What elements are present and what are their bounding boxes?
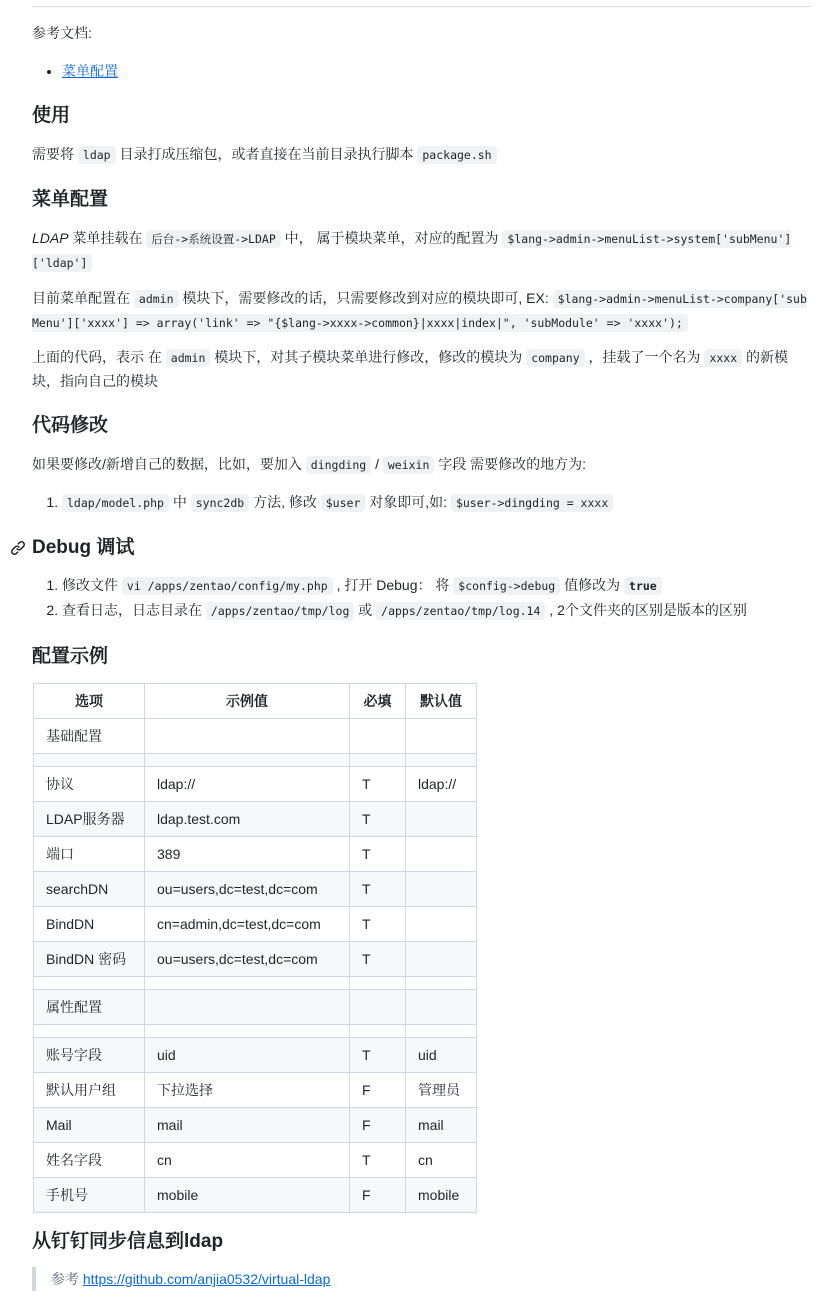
config-table xyxy=(33,683,477,1213)
text: 模块下，需要修改的话，只需要修改到对应的模块即可, EX: xyxy=(182,290,549,306)
text: 目前菜单配置在 xyxy=(32,290,130,306)
table-cell: cn xyxy=(145,1143,350,1178)
inline-code: company xyxy=(526,349,584,367)
table-cell: 管理员 xyxy=(406,1073,477,1108)
list-item xyxy=(62,59,812,83)
table-cell: T xyxy=(350,872,406,907)
table-cell xyxy=(406,1025,477,1038)
table-row xyxy=(34,977,477,990)
table-row xyxy=(34,1073,477,1108)
table-cell xyxy=(406,990,477,1025)
table-cell: BindDN 密码 xyxy=(34,942,145,977)
table-cell xyxy=(406,754,477,767)
inline-code: weixin xyxy=(383,456,435,474)
table-row xyxy=(34,719,477,754)
text: 字段 需要修改的地方为: xyxy=(438,456,587,472)
blockquote xyxy=(32,1267,330,1291)
text: / xyxy=(375,456,379,472)
usage-paragraph xyxy=(32,143,812,167)
inline-code: admin xyxy=(166,349,211,367)
text: ，挂载了一个名为 xyxy=(588,349,701,365)
inline-code: true xyxy=(624,577,662,595)
ref-docs-list xyxy=(32,59,812,83)
table-cell: T xyxy=(350,907,406,942)
table-row xyxy=(34,802,477,837)
table-cell: 手机号 xyxy=(34,1178,145,1213)
table-row xyxy=(34,1038,477,1073)
table-cell: BindDN xyxy=(34,907,145,942)
heading-sync: 从钉钉同步信息到ldap xyxy=(32,1231,224,1252)
text: 模块下，对其子模块菜单进行修改，修改的模块为 xyxy=(214,349,523,365)
table-cell: mobile xyxy=(406,1178,477,1213)
menu-paragraph-3 xyxy=(32,346,812,393)
table-cell xyxy=(406,802,477,837)
table-cell: ou=users,dc=test,dc=com xyxy=(145,942,350,977)
text: 中， 属于模块菜单，对应的配置为 xyxy=(284,230,499,246)
table-cell: T xyxy=(350,837,406,872)
table-cell: 基础配置 xyxy=(34,719,145,754)
table-cell xyxy=(350,754,406,767)
table-cell xyxy=(145,977,350,990)
table-cell: 下拉选择 xyxy=(145,1073,350,1108)
table-body xyxy=(34,719,477,1213)
text: 方法, 修改 xyxy=(253,494,317,510)
table-cell xyxy=(350,990,406,1025)
table-cell: mail xyxy=(406,1108,477,1143)
column-header: 示例值 xyxy=(145,684,350,719)
table-cell: cn=admin,dc=test,dc=com xyxy=(145,907,350,942)
text: 查看日志，日志目录在 xyxy=(62,602,202,618)
table-cell: 默认用户组 xyxy=(34,1073,145,1108)
table-cell: cn xyxy=(406,1143,477,1178)
table-cell: ldap:// xyxy=(145,767,350,802)
text: 修改文件 xyxy=(62,577,118,593)
table-cell xyxy=(406,977,477,990)
table-cell: F xyxy=(350,1073,406,1108)
inline-code: /apps/zentao/tmp/log xyxy=(206,602,354,620)
heading-example: 配置示例 xyxy=(32,646,109,667)
inline-code: xxxx xyxy=(704,349,742,367)
heading-menu-config: 菜单配置 xyxy=(32,189,109,210)
heading-usage: 使用 xyxy=(32,105,71,126)
table-cell: Mail xyxy=(34,1108,145,1143)
table-row xyxy=(34,1108,477,1143)
inline-code: ldap xyxy=(78,146,116,164)
table-cell: mail xyxy=(145,1108,350,1143)
table-header-row xyxy=(34,684,477,719)
text: , 打开 Debug： 将 xyxy=(336,577,450,593)
table-row xyxy=(34,754,477,767)
table-row xyxy=(34,1178,477,1213)
link-icon[interactable] xyxy=(10,540,26,556)
table-cell: mobile xyxy=(145,1178,350,1213)
table-cell xyxy=(34,754,145,767)
table-row xyxy=(34,990,477,1025)
inline-code: package.sh xyxy=(417,146,496,164)
inline-code: /apps/zentao/tmp/log.14 xyxy=(376,602,545,620)
table-cell xyxy=(350,719,406,754)
text: 上面的代码，表示 在 xyxy=(32,349,162,365)
table-cell xyxy=(406,719,477,754)
table-row xyxy=(34,1143,477,1178)
text: 菜单挂载在 xyxy=(72,230,143,246)
table-cell: T xyxy=(350,942,406,977)
table-row xyxy=(34,907,477,942)
table-cell: ldap:// xyxy=(406,767,477,802)
divider xyxy=(32,6,812,7)
table-cell: 账号字段 xyxy=(34,1038,145,1073)
table-cell xyxy=(145,990,350,1025)
table-cell: T xyxy=(350,1143,406,1178)
inline-code: ldap/model.php xyxy=(62,494,169,512)
table-cell: F xyxy=(350,1178,406,1213)
text: 目录打成压缩包，或者直接在当前目录执行脚本 xyxy=(119,146,414,162)
heading-debug: Debug 调试 xyxy=(32,537,135,558)
table-cell: 属性配置 xyxy=(34,990,145,1025)
column-header: 选项 xyxy=(34,684,145,719)
table-cell xyxy=(145,754,350,767)
table-cell: T xyxy=(350,1038,406,1073)
table-cell: uid xyxy=(145,1038,350,1073)
inline-code: sync2db xyxy=(191,494,249,512)
table-cell xyxy=(145,719,350,754)
inline-code: $config->debug xyxy=(453,577,560,595)
code-mod-list xyxy=(32,490,812,515)
table-cell xyxy=(34,1025,145,1038)
table-cell: T xyxy=(350,767,406,802)
text: 需要将 xyxy=(32,146,74,162)
inline-code: $lang->admin->menuList->company['subMenu']['xxxx'] => array('link' => "{$lang->xxxx->common}|xxxx|index|", 'subModule' => 'xxxx'); xyxy=(32,292,807,330)
table-row xyxy=(34,1025,477,1038)
text: 对象即可,如: xyxy=(369,494,448,510)
menu-paragraph-1 xyxy=(32,227,812,275)
ref-docs-label: 参考文档: xyxy=(32,25,92,41)
table-row xyxy=(34,767,477,802)
table-cell: 协议 xyxy=(34,767,145,802)
inline-code: $user xyxy=(321,494,366,512)
table-cell xyxy=(34,977,145,990)
table-cell xyxy=(406,942,477,977)
github-link[interactable]: https://github.com/anjia0532/virtual-ldap xyxy=(82,1271,331,1287)
table-cell: 端口 xyxy=(34,837,145,872)
text: 中 xyxy=(172,494,187,510)
debug-list xyxy=(32,573,812,623)
inline-code: $lang->admin->menuList->system['subMenu']['ldap'] xyxy=(32,232,792,270)
text: 或 xyxy=(358,602,373,618)
emphasis: LDAP xyxy=(32,230,69,246)
table-row xyxy=(34,872,477,907)
menu-config-link[interactable]: 菜单配置 xyxy=(62,63,118,79)
table-row xyxy=(34,837,477,872)
table-cell: ldap.test.com xyxy=(145,802,350,837)
table-cell: 389 xyxy=(145,837,350,872)
inline-code: vi /apps/zentao/config/my.php xyxy=(122,577,333,595)
text: 值修改为 xyxy=(564,577,621,593)
table-row xyxy=(34,942,477,977)
text: 的新模块，指向自己的模块 xyxy=(32,349,789,389)
table-cell: ou=users,dc=test,dc=com xyxy=(145,872,350,907)
table-cell xyxy=(406,872,477,907)
list-item xyxy=(62,573,812,598)
heading-code-mod: 代码修改 xyxy=(32,415,109,436)
inline-code: admin xyxy=(134,290,179,308)
table-cell xyxy=(406,907,477,942)
table-cell: LDAP服务器 xyxy=(34,802,145,837)
table-cell xyxy=(350,1025,406,1038)
text: , 2个文件夹的区别是版本的区别 xyxy=(549,602,747,618)
table-cell xyxy=(145,1025,350,1038)
text: 参考 xyxy=(51,1271,79,1287)
code-mod-paragraph xyxy=(32,453,812,477)
table-cell: T xyxy=(350,802,406,837)
menu-paragraph-2 xyxy=(32,287,812,335)
table-cell xyxy=(406,837,477,872)
inline-code: $user->dingding = xxxx xyxy=(451,494,613,512)
column-header: 必填 xyxy=(350,684,406,719)
table-cell: 姓名字段 xyxy=(34,1143,145,1178)
text: 如果要修改/新增自己的数据，比如，要加入 xyxy=(32,456,302,472)
table-cell xyxy=(350,977,406,990)
table-cell: uid xyxy=(406,1038,477,1073)
table-cell: F xyxy=(350,1108,406,1143)
list-item xyxy=(62,598,812,623)
list-item xyxy=(62,490,812,515)
inline-code: dingding xyxy=(306,456,371,474)
inline-code: 后台->系统设置->LDAP xyxy=(146,230,280,248)
table-cell: searchDN xyxy=(34,872,145,907)
column-header: 默认值 xyxy=(406,684,477,719)
